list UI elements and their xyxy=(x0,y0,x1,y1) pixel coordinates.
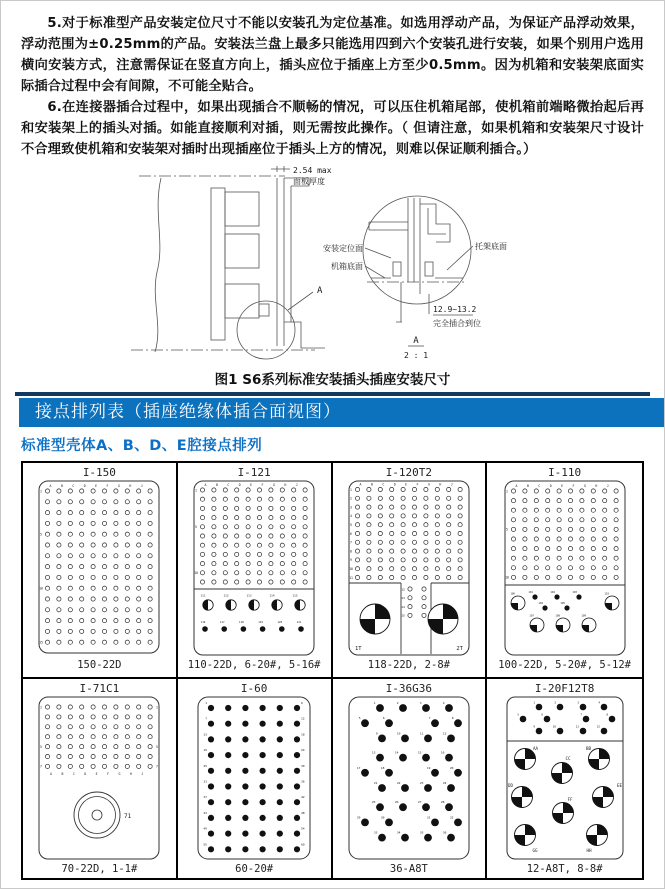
svg-text:29: 29 xyxy=(356,815,361,820)
subsection-title: 标准型壳体A、B、D、E腔接点排列 xyxy=(21,438,263,454)
mated-range-label: 12.9~13.2 xyxy=(433,305,477,314)
svg-text:115: 115 xyxy=(292,593,298,598)
svg-text:25: 25 xyxy=(203,763,208,768)
svg-text:8: 8 xyxy=(349,549,352,554)
svg-text:119: 119 xyxy=(258,621,264,624)
svg-text:GG: GG xyxy=(532,848,538,853)
svg-text:1: 1 xyxy=(505,489,508,494)
svg-text:31: 31 xyxy=(426,815,431,820)
pin-cell-i121 xyxy=(178,463,333,679)
svg-text:G: G xyxy=(583,484,586,488)
chassis-bottom-label: 机箱底面 xyxy=(331,262,363,271)
svg-text:G: G xyxy=(118,772,121,776)
pin-face-diagram xyxy=(29,695,169,863)
svg-text:10: 10 xyxy=(194,571,199,576)
svg-text:107: 107 xyxy=(528,614,534,618)
svg-text:14: 14 xyxy=(394,750,399,755)
svg-text:7: 7 xyxy=(428,716,431,721)
svg-text:1: 1 xyxy=(205,701,208,705)
svg-text:B: B xyxy=(370,482,373,487)
svg-text:7: 7 xyxy=(349,540,352,545)
svg-text:A: A xyxy=(515,484,518,488)
svg-text:FF: FF xyxy=(567,797,573,802)
svg-text:EE: EE xyxy=(616,783,622,788)
svg-text:31: 31 xyxy=(203,779,208,784)
svg-text:2T: 2T xyxy=(456,646,463,652)
svg-text:2: 2 xyxy=(396,701,399,705)
panel-thickness-label: 面板厚度 xyxy=(293,177,325,186)
svg-text:7: 7 xyxy=(205,716,208,721)
svg-text:B: B xyxy=(526,484,529,488)
connector-model: I-110 xyxy=(548,466,582,479)
pin-cell-i60 xyxy=(178,679,333,878)
svg-text:25: 25 xyxy=(371,800,376,805)
connector-caption: 60-20# xyxy=(235,863,274,875)
pin-cell-i150 xyxy=(23,463,178,679)
svg-text:11: 11 xyxy=(575,724,579,729)
svg-text:E: E xyxy=(560,484,563,488)
detail-scale-label: 2 : 1 xyxy=(403,351,429,360)
svg-text:12: 12 xyxy=(442,731,447,736)
svg-text:33: 33 xyxy=(373,830,378,835)
svg-text:C: C xyxy=(382,482,385,487)
mount-face-label: 安装定位面 xyxy=(323,244,363,253)
svg-text:A: A xyxy=(49,484,52,488)
svg-text:5: 5 xyxy=(195,525,198,530)
svg-text:2: 2 xyxy=(349,496,352,501)
svg-text:J: J xyxy=(141,484,144,488)
svg-text:18: 18 xyxy=(380,765,385,770)
connector-housing xyxy=(211,188,225,340)
svg-text:32: 32 xyxy=(449,815,454,820)
pin-face-diagram xyxy=(339,479,479,659)
figure-1 xyxy=(129,164,664,370)
svg-text:19: 19 xyxy=(203,748,208,753)
svg-text:20: 20 xyxy=(449,765,454,770)
svg-text:14: 14 xyxy=(401,604,405,609)
svg-text:E: E xyxy=(250,483,253,487)
svg-text:1: 1 xyxy=(532,700,535,705)
svg-text:49: 49 xyxy=(203,826,208,831)
connector-caption: 110-22D, 6-20#, 5-16# xyxy=(187,659,321,671)
svg-text:36: 36 xyxy=(301,779,305,784)
section-header xyxy=(19,398,664,427)
svg-text:F: F xyxy=(572,484,575,488)
svg-text:HH: HH xyxy=(586,848,592,853)
svg-text:101: 101 xyxy=(527,590,533,594)
pin-face-diagram xyxy=(495,479,635,659)
svg-text:13: 13 xyxy=(371,750,376,755)
svg-text:5: 5 xyxy=(349,523,352,527)
connector-model: I-20F12T8 xyxy=(534,682,595,695)
bracket-bottom-label: 托架底面 xyxy=(475,242,507,251)
pin-cell-i120t2 xyxy=(333,463,488,679)
svg-text:11: 11 xyxy=(419,731,424,736)
svg-text:105: 105 xyxy=(559,601,565,605)
svg-text:9: 9 xyxy=(349,558,352,563)
connector-model: I-120T2 xyxy=(385,466,433,479)
svg-text:J: J xyxy=(450,482,453,487)
svg-text:H: H xyxy=(129,484,132,488)
svg-text:J: J xyxy=(295,483,298,487)
svg-text:5: 5 xyxy=(40,744,43,749)
svg-text:9: 9 xyxy=(532,724,535,729)
section-header-topline xyxy=(15,392,650,396)
svg-text:F: F xyxy=(107,772,110,776)
section-title: 接点排列表（插座绝缘体插合面视图） xyxy=(35,402,341,422)
svg-text:5: 5 xyxy=(40,532,43,537)
svg-text:19: 19 xyxy=(426,765,431,770)
connector-model: I-71C1 xyxy=(79,682,120,695)
pin-face-diagram xyxy=(495,695,635,863)
svg-text:110: 110 xyxy=(603,592,609,596)
svg-text:36: 36 xyxy=(442,830,447,835)
svg-text:102: 102 xyxy=(549,590,555,594)
connector-model: I-60 xyxy=(240,682,268,695)
svg-text:120: 120 xyxy=(277,621,283,624)
connector-model: I-150 xyxy=(82,466,116,479)
svg-text:104: 104 xyxy=(537,601,543,605)
connector-caption: 100-22D, 5-20#, 5-12# xyxy=(498,659,631,671)
svg-text:A: A xyxy=(359,482,362,487)
svg-text:24: 24 xyxy=(301,748,305,753)
svg-text:DD: DD xyxy=(507,783,513,788)
svg-text:24: 24 xyxy=(442,781,447,785)
svg-text:10: 10 xyxy=(396,731,401,736)
svg-text:4: 4 xyxy=(597,700,600,705)
svg-text:103: 103 xyxy=(571,590,577,594)
svg-text:1: 1 xyxy=(195,488,198,493)
svg-text:21: 21 xyxy=(373,781,378,785)
fully-mated-label: 完全插合到位 xyxy=(433,319,481,328)
svg-text:3: 3 xyxy=(576,700,579,705)
svg-text:30: 30 xyxy=(380,815,385,820)
svg-text:111: 111 xyxy=(200,593,206,598)
svg-text:27: 27 xyxy=(417,800,422,805)
svg-text:112: 112 xyxy=(223,593,229,598)
svg-text:BB: BB xyxy=(585,746,591,751)
svg-text:117: 117 xyxy=(219,621,225,624)
svg-text:1: 1 xyxy=(40,489,43,494)
svg-text:60: 60 xyxy=(301,842,305,847)
connector-caption: 70-22D, 1-1# xyxy=(61,863,138,875)
svg-text:6: 6 xyxy=(301,701,303,705)
svg-text:E: E xyxy=(405,482,407,487)
svg-text:71: 71 xyxy=(124,813,132,820)
svg-text:6: 6 xyxy=(382,716,385,721)
svg-text:12: 12 xyxy=(301,716,305,721)
svg-text:G: G xyxy=(118,484,121,488)
svg-text:8: 8 xyxy=(451,716,454,721)
svg-text:H: H xyxy=(284,483,287,487)
svg-text:D: D xyxy=(393,482,396,487)
svg-text:F: F xyxy=(261,483,264,487)
svg-text:1: 1 xyxy=(156,705,159,710)
svg-text:D: D xyxy=(84,772,87,776)
svg-text:23: 23 xyxy=(419,781,424,785)
svg-text:B: B xyxy=(61,772,64,776)
svg-text:H: H xyxy=(130,772,133,776)
svg-text:54: 54 xyxy=(301,826,305,831)
detail-view-circle xyxy=(363,196,471,304)
svg-text:15: 15 xyxy=(401,613,405,618)
svg-text:E: E xyxy=(95,484,98,488)
pin-face-diagram xyxy=(184,479,324,659)
svg-text:12: 12 xyxy=(596,724,600,729)
svg-text:114: 114 xyxy=(269,593,275,598)
svg-text:B: B xyxy=(216,483,218,487)
instruction-text xyxy=(21,13,644,160)
detail-mark-label: A xyxy=(317,286,323,296)
svg-text:121: 121 xyxy=(296,621,302,624)
svg-text:A: A xyxy=(204,483,207,487)
svg-text:8: 8 xyxy=(605,712,608,717)
svg-text:H: H xyxy=(439,482,442,487)
break-line xyxy=(155,178,161,352)
svg-text:26: 26 xyxy=(394,800,399,805)
svg-text:18: 18 xyxy=(301,732,305,737)
svg-text:5: 5 xyxy=(156,744,159,749)
svg-text:3: 3 xyxy=(349,505,352,510)
svg-text:30: 30 xyxy=(301,763,305,768)
svg-text:1: 1 xyxy=(349,487,352,492)
svg-text:28: 28 xyxy=(440,800,445,805)
svg-text:116: 116 xyxy=(200,621,206,624)
svg-text:48: 48 xyxy=(301,810,305,815)
svg-text:43: 43 xyxy=(203,810,208,815)
svg-text:10: 10 xyxy=(504,575,509,580)
svg-text:11: 11 xyxy=(348,575,353,580)
panel-plate xyxy=(277,178,284,346)
pin-cell-i110 xyxy=(487,463,642,679)
svg-text:13: 13 xyxy=(401,596,405,601)
svg-text:AA: AA xyxy=(532,746,538,751)
svg-text:E: E xyxy=(96,772,98,776)
figure-caption: 图1 S6系列标准安装插头插座安装尺寸 xyxy=(214,372,451,388)
connector-model: I-121 xyxy=(237,466,271,479)
svg-text:H: H xyxy=(594,484,597,488)
svg-text:7: 7 xyxy=(579,712,582,717)
svg-text:5: 5 xyxy=(358,716,361,721)
svg-text:12: 12 xyxy=(401,587,405,592)
svg-text:CC: CC xyxy=(565,756,571,761)
svg-text:6: 6 xyxy=(349,531,352,536)
paragraph-5: 5.对于标准型产品安装定位尺寸不能以安装孔为定位基准。如选用浮动产品，为保证产品浮动效果，浮动范围为±0.25mm的产品。安装法兰盘上最多只能选用四到六个安装孔进行安装，如果个别用户选用横向安装方式，注意需保证在竖直方向上，插头应位于插座上方至少0.5mm。因为机箱和安装架底面实际插合过程中会有间隙，不可能全贴合。 xyxy=(21,16,644,94)
svg-text:5: 5 xyxy=(516,712,519,717)
svg-text:108: 108 xyxy=(554,614,560,618)
svg-text:3: 3 xyxy=(419,701,422,705)
svg-text:1: 1 xyxy=(373,701,376,705)
svg-text:7: 7 xyxy=(40,764,43,769)
svg-text:10: 10 xyxy=(348,567,353,571)
svg-text:37: 37 xyxy=(203,795,208,800)
connector-caption: 118-22D, 2-8# xyxy=(367,659,450,671)
svg-text:J: J xyxy=(141,772,144,776)
pin-cell-i36g36 xyxy=(333,679,488,878)
svg-text:C: C xyxy=(73,772,76,776)
svg-text:15: 15 xyxy=(417,750,422,755)
svg-text:22: 22 xyxy=(396,781,401,785)
pin-cell-i20f12t8 xyxy=(487,679,642,878)
svg-text:F: F xyxy=(416,482,419,487)
svg-text:10: 10 xyxy=(552,724,556,729)
mounting-dimension-drawing xyxy=(129,164,529,366)
svg-text:B: B xyxy=(61,484,64,488)
svg-text:4: 4 xyxy=(349,514,352,519)
svg-text:9: 9 xyxy=(375,731,378,736)
svg-text:D: D xyxy=(84,484,87,488)
pin-face-diagram xyxy=(184,695,324,863)
svg-text:118: 118 xyxy=(239,621,244,624)
svg-text:13: 13 xyxy=(203,732,208,737)
svg-text:6: 6 xyxy=(540,712,543,717)
svg-text:10: 10 xyxy=(39,586,44,591)
svg-text:G: G xyxy=(427,482,430,487)
svg-text:D: D xyxy=(238,483,241,487)
svg-text:34: 34 xyxy=(396,830,401,835)
svg-text:G: G xyxy=(273,483,275,487)
pin-arrangement-table xyxy=(21,461,644,880)
svg-text:113: 113 xyxy=(246,593,252,598)
svg-text:C: C xyxy=(227,483,230,487)
connector-caption: 150-22D xyxy=(77,659,122,671)
svg-text:106: 106 xyxy=(509,592,515,596)
svg-text:17: 17 xyxy=(356,765,361,770)
connector-caption: 36-A8T xyxy=(389,863,428,875)
svg-text:1T: 1T xyxy=(354,646,362,652)
dim-label: 2.54 max xyxy=(293,166,332,175)
svg-text:2: 2 xyxy=(553,700,556,705)
pin-cell-i71c1 xyxy=(23,679,178,878)
svg-text:15: 15 xyxy=(39,640,44,645)
svg-text:F: F xyxy=(106,484,109,488)
connector-model: I-36G36 xyxy=(385,682,433,695)
pin-face-diagram xyxy=(339,695,479,863)
connector-caption: 12-A8T, 8-8# xyxy=(526,863,603,875)
detail-ref-label: A xyxy=(413,336,419,346)
svg-text:35: 35 xyxy=(419,830,424,835)
svg-text:4: 4 xyxy=(442,701,445,705)
svg-text:42: 42 xyxy=(301,795,305,800)
svg-text:C: C xyxy=(537,484,540,488)
svg-text:D: D xyxy=(549,484,552,488)
svg-text:109: 109 xyxy=(580,614,586,618)
paragraph-6: 6.在连接器插合过程中，如果出现插合不顺畅的情况，可以压住机箱尾部，使机箱前端略微抬起后再和安装架上的插头对插。如能直接顺利对插，则无需按此操作。（ 但请注意，如果机箱和安装架尺寸设计不合理致使机箱和安装架对插时出现插座位于插头上方的情况，则难以保证顺利插合。） xyxy=(21,100,644,157)
svg-text:16: 16 xyxy=(440,750,445,755)
pin-face-diagram xyxy=(29,479,169,659)
svg-text:C: C xyxy=(72,484,75,488)
svg-text:5: 5 xyxy=(505,527,508,532)
svg-text:55: 55 xyxy=(203,842,208,847)
svg-text:7: 7 xyxy=(156,764,159,769)
svg-text:A: A xyxy=(50,772,53,776)
svg-text:1: 1 xyxy=(40,705,43,710)
svg-text:J: J xyxy=(606,484,609,488)
